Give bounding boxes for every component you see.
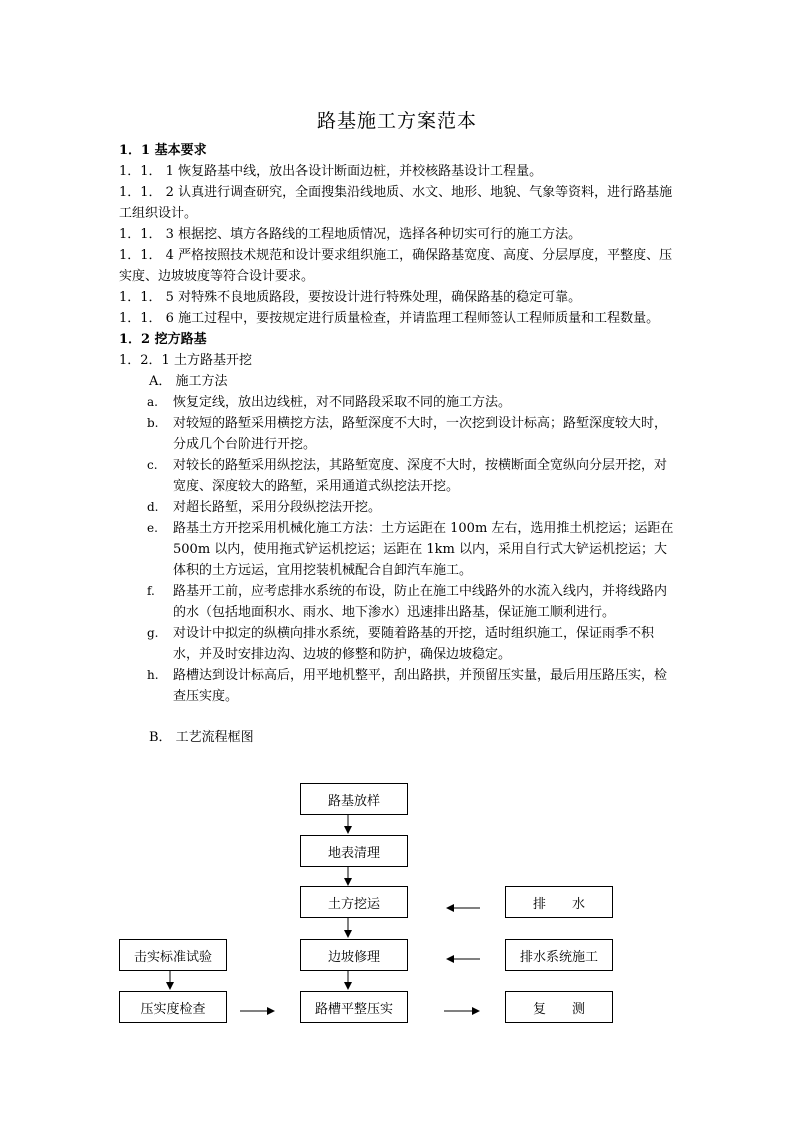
paragraph: 1．1． 1 恢复路基中线，放出各设计断面边桩，并校核路基设计工程量。 <box>119 164 543 179</box>
list-marker: b. <box>147 416 159 430</box>
list-marker: f. <box>147 584 155 598</box>
paragraph: 1．1． 4 严格按照技术规范和设计要求组织施工，确保路基宽度、高度、分层厚度，平整度、压实度、边坡坡度等符合设计要求。 <box>119 248 673 284</box>
list-item <box>119 497 679 518</box>
list-item <box>119 665 679 707</box>
page-title: 路基施工方案范本 <box>316 110 477 132</box>
list-item-text: 对较长的路堑采用纵挖法，其路堑宽度、深度不大时，按横断面全宽纵向分层开挖，对宽度、深度较大的路堑，采用通道式纵挖法开挖。 <box>173 458 668 494</box>
flow-node: 边坡修理 <box>300 939 408 971</box>
flow-node: 压实度检查 <box>119 991 227 1023</box>
flow-node: 地表清理 <box>300 835 408 867</box>
list-item-text: 路基土方开挖采用机械化施工方法：土方运距在 100m 左右，选用推土机挖运；运距在 500m 以内，使用拖式铲运机挖运；运距在 1km 以内，采用自行式大铲运机挖运；大体积的土方远运，宜用挖装机械配合自卸汽车施工。 <box>173 521 674 578</box>
list-marker: d. <box>147 500 159 514</box>
flow-node: 路槽平整压实 <box>300 991 408 1023</box>
document-body <box>119 140 679 748</box>
flow-node: 土方挖运 <box>300 886 408 918</box>
list-item-text: 路槽达到设计标高后，用平地机整平，刮出路拱，并预留压实量，最后用压路压实，检查压实度。 <box>173 668 668 704</box>
list-marker: e. <box>147 521 158 535</box>
list-heading-b: B． 工艺流程框图 <box>149 730 254 745</box>
list-marker: g. <box>147 626 159 640</box>
list-item <box>119 413 679 455</box>
list-item <box>119 623 679 665</box>
list-item-text: 对较短的路堑采用横挖方法，路堑深度不大时，一次挖到设计标高；路堑深度较大时，分成几个台阶进行开挖。 <box>173 416 668 452</box>
list-item-text: 对设计中拟定的纵横向排水系统，要随着路基的开挖，适时组织施工，保证雨季不积水，并及时安排边沟、边坡的修整和防护，确保边坡稳定。 <box>173 626 655 662</box>
list-marker: h. <box>147 668 159 682</box>
list-heading-a: A． 施工方法 <box>149 374 228 389</box>
list-item <box>119 392 679 413</box>
paragraph: 1．1． 5 对特殊不良地质路段，要按设计进行特殊处理，确保路基的稳定可靠。 <box>119 290 582 305</box>
paragraph: 1．1． 3 根据挖、填方各路线的工程地质情况，选择各种切实可行的施工方法。 <box>119 227 582 242</box>
section-heading-1-2: 1．2 挖方路基 <box>119 332 207 347</box>
flow-node: 排水系统施工 <box>505 939 613 971</box>
paragraph: 1．1． 6 施工过程中，要按规定进行质量检查，并请监理工程师签认工程师质量和工程数量。 <box>119 311 660 326</box>
list-marker: c. <box>147 458 158 472</box>
subsection-heading: 1．2．1 土方路基开挖 <box>119 353 252 368</box>
list-item-text: 路基开工前，应考虑排水系统的布设，防止在施工中线路外的水流入线内，并将线路内的水（包括地面积水、雨水、地下渗水）迅速排出路基，保证施工顺利进行。 <box>173 584 668 620</box>
list-item <box>119 455 679 497</box>
flow-node: 排 水 <box>505 886 613 918</box>
flow-node: 击实标准试验 <box>119 939 227 971</box>
flow-node: 路基放样 <box>300 783 408 815</box>
section-heading-1-1: 1．1 基本要求 <box>119 143 207 158</box>
list-item <box>119 581 679 623</box>
paragraph: 1．1． 2 认真进行调查研究，全面搜集沿线地质、水文、地形、地貌、气象等资料，进行路基施工组织设计。 <box>119 185 673 221</box>
list-marker: a. <box>147 395 158 409</box>
list-item-text: 恢复定线，放出边线桩，对不同路段采取不同的施工方法。 <box>173 395 512 410</box>
process-flowchart <box>0 775 794 1035</box>
list-item-text: 对超长路堑，采用分段纵挖法开挖。 <box>173 500 382 515</box>
flow-node: 复 测 <box>505 991 613 1023</box>
list-item <box>119 518 679 581</box>
